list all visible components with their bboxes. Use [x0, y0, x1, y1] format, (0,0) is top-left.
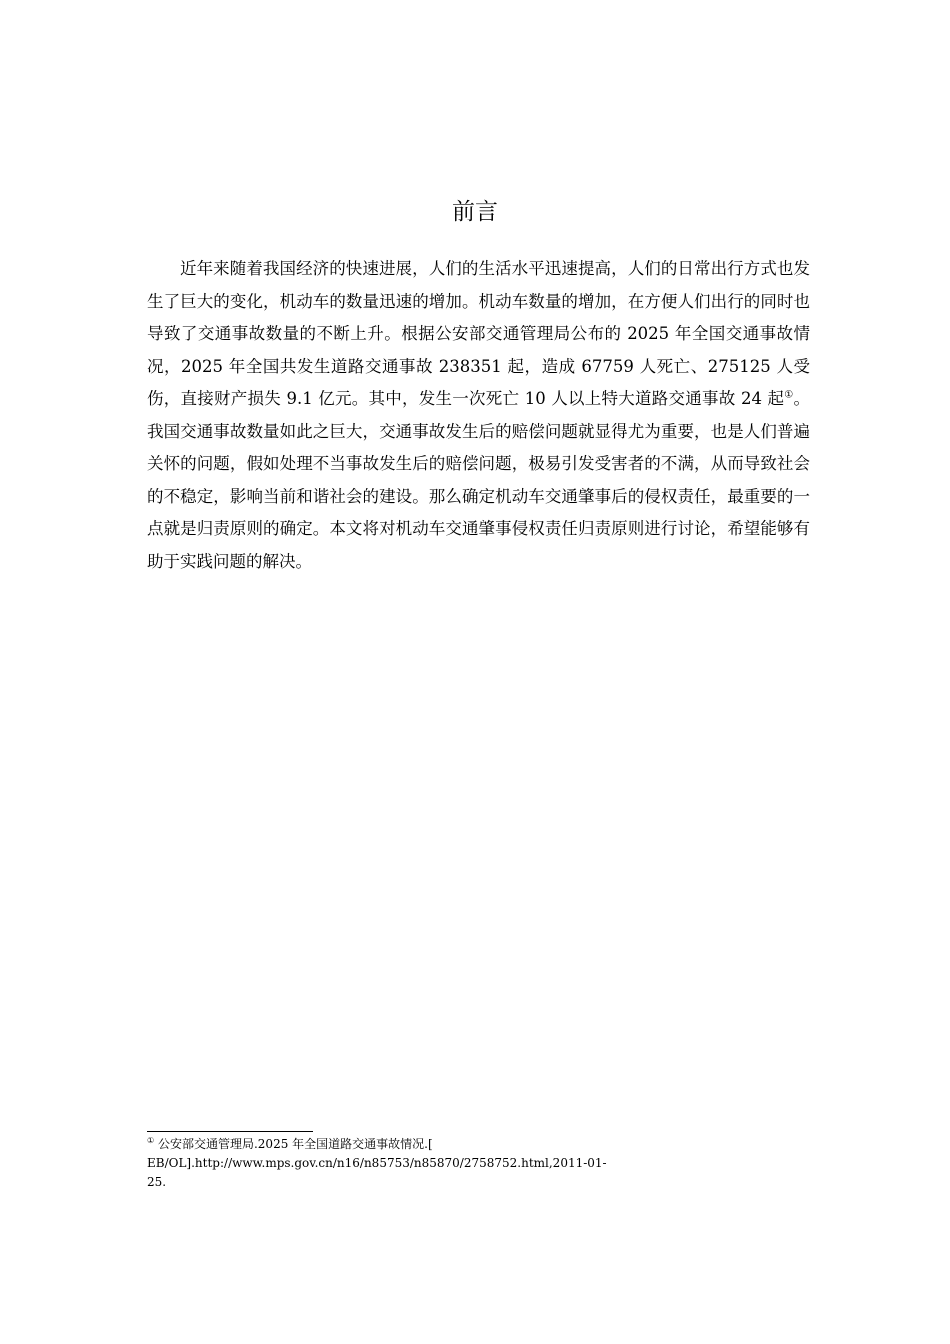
footnote-text-1: 公安部交通管理局.2025 年全国道路交通事故情况.[ [154, 1137, 433, 1151]
paragraph-text-part-1: 近年来随着我国经济的快速进展，人们的生活水平迅速提高，人们的日常出行方式也发生了巨大的变化，机动车的数量迅速的增加。机动车数量的增加，在方便人们出行的同时也导致了交通事故数量的不断上升。根据公安部交通管理局公布的 2025 年全国交通事故情况，2025 年全国共发生道路交通事故 238351 起，造成 67759 人死亡、275125 人受伤，直接财产损失 9.1 亿元。其中，发生一次死亡 10 人以上特大道路交通事故 24 起 [147, 259, 810, 408]
footnote [147, 1135, 607, 1192]
footnote-line-2[interactable]: EB/OL].http://www.mps.gov.cn/n16/n85753/n85870/2758752.html,2011-01-25. [147, 1156, 607, 1189]
body-paragraph [147, 253, 810, 578]
footnote-line-1 [147, 1135, 607, 1154]
footnote-marker: ① [147, 1136, 155, 1145]
footnote-reference-marker[interactable]: ① [784, 389, 794, 401]
paragraph-text-part-2: 。我国交通事故数量如此之巨大，交通事故发生后的赔偿问题就显得尤为重要，也是人们普遍关怀的问题，假如处理不当事故发生后的赔偿问题，极易引发受害者的不满，从而导致社会的不稳定，影响当前和谐社会的建设。那么确定机动车交通肇事后的侵权责任，最重要的一点就是归责原则的确定。本文将对机动车交通肇事侵权责任归责原则进行讨论，希望能够有助于实践问题的解决。 [147, 389, 810, 571]
footnote-separator [147, 1131, 313, 1132]
page-title: 前言 [452, 199, 498, 225]
